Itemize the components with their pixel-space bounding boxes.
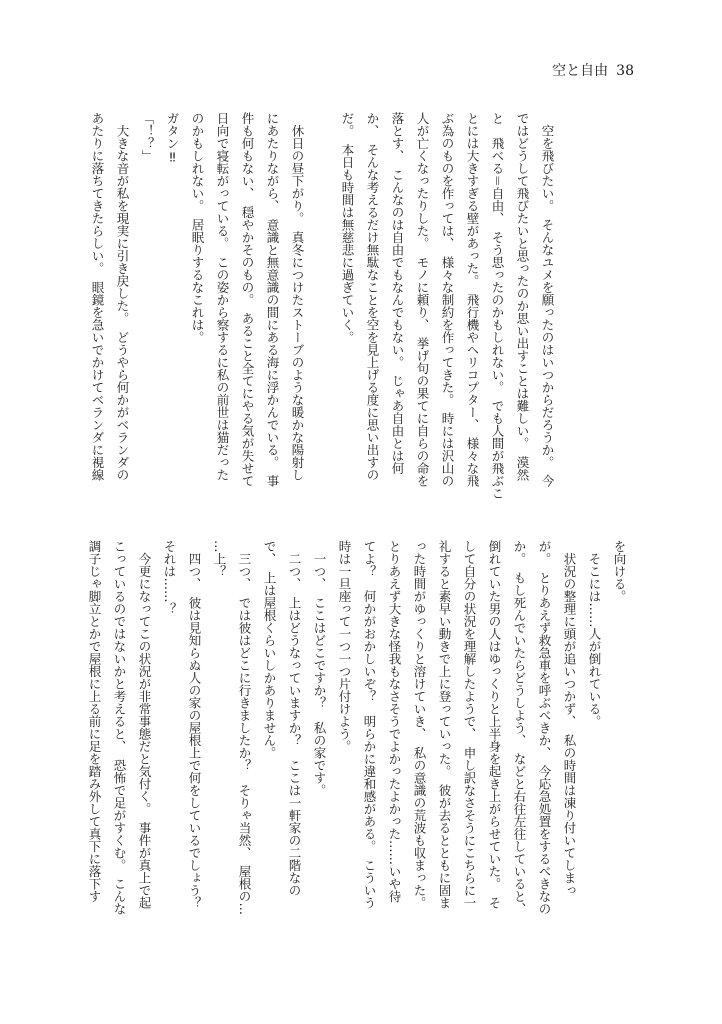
text-line: った時間がゆっくりと溶けていき、 私の意識の荒波も収まった。 <box>412 540 427 909</box>
text-line: 礼すると素早い動きで上に登っていった。 彼が去るとともに固ま <box>437 540 452 909</box>
text-line: ではどうして飛びたいと思ったのか思い出すことは難しい。 漠然 <box>515 112 530 481</box>
text-line: と 飛べる＝自由、 そう思ったのかもしれない。 でも人間が飛ぶこ <box>490 112 505 500</box>
text-line: を向ける。 <box>612 540 627 603</box>
text-line: 調子じゃ脚立とかで屋根に上る前に足を踏み外して真下に落下す <box>87 540 102 903</box>
text-line: 休日の昼下がり。 真冬につけたストーブのような暖かな陽射し <box>290 112 305 481</box>
text-line: 「！？」 <box>140 112 155 162</box>
text-line: 状況の整理に頭が追いつかず、 私の時間は凍り付いてしまっ <box>562 540 577 897</box>
page-number: 38 <box>616 63 634 79</box>
text-line: ガタン‼ <box>165 112 180 165</box>
chapter-title: 空と自由 <box>552 63 609 79</box>
text-line: こっているのではないかと考えると、 恐怖で足がすくむ。 こんな <box>112 540 127 915</box>
text-line: とりあえず大きな怪我もなさそうでよかったよかった……いや待 <box>387 540 402 903</box>
text-line: 空を飛びたい。 そんなユメを願ったのはいつからだろうか。 今 <box>540 112 555 487</box>
text-line: それは……？ <box>162 540 177 615</box>
text-line: 今更になってこの状況が非常事態だと気付く。 事件が真上で起 <box>137 540 152 909</box>
text-line: か。 もし死んでいたらどうしよう、 などと右往左往していると、 <box>512 540 527 915</box>
text-line: のかもしれない。 居眠りするなこれは。 <box>190 112 205 344</box>
text-line: ぶ為のものを作っては、 様々な制約を作ってきた。 時には沢山の <box>440 112 455 487</box>
text-line: して自分の状況を理解したようで、 申し訳なさそうにこちらに一 <box>462 540 477 909</box>
text-line: 件も何もない、 穏やかそのもの。 あること全てにやる気が失せて <box>240 112 255 487</box>
text-line: 二つ、 上はどうなっていますか？ ここは一軒家の二階なの <box>287 540 302 897</box>
text-line: 時は一旦座って一つ一つ片付けよう。 <box>337 540 352 753</box>
text-line: で、 上は屋根くらいしかありません。 <box>262 540 277 759</box>
text-line: 大きな音が私を現実に引き戻した。 どうやら何かがベランダの <box>115 112 130 481</box>
text-line: 日向で寝転がっている。 この姿から察するに私の前世は猫だった <box>215 112 230 481</box>
text-line: …上？ <box>212 540 227 578</box>
text-line: 三つ、 では彼はどこに行きましたか？ そりゃ当然、 屋根の… <box>237 540 252 915</box>
text-line: そこには……人が倒れている。 <box>587 540 602 728</box>
text-line: 倒れていた男の人はゆっくりと上半身を起き上がらせていた。 そ <box>487 540 502 909</box>
upper-text-block <box>85 112 560 500</box>
running-header <box>552 60 634 80</box>
text-line: てよ？ 何かがおかしいぞ？ 明らかに違和感がある。 こういう <box>362 540 377 909</box>
text-line: とには大きすぎる壁があった。 飛行機やヘリコプター、 様々な飛 <box>465 112 480 487</box>
text-line: 一つ、 ここはどこですか？ 私の家です。 <box>312 540 327 797</box>
text-line: にあたりながら、 意識と無意識の間にある海に浮かんでいる。 事 <box>265 112 280 487</box>
lower-text-block <box>82 540 632 920</box>
text-line: が。 とりあえず救急車を呼ぶべきか、 今応急処置をするべきなの <box>537 540 552 915</box>
text-line: 人が亡くなったりした。 モノに頼り、 挙げ句の果てに自らの命を <box>415 112 430 487</box>
text-line: 四つ、 彼は見知らぬ人の家の屋根上で何をしているでしょう？ <box>187 540 202 909</box>
text-line: 落とす、 こんなのは自由でもなんでもない。 じゃあ自由とは何 <box>390 112 405 475</box>
text-line: か、 そんな考えるだけ無駄なことを空を見上げる度に思い出すの <box>365 112 380 481</box>
text-line <box>310 112 335 492</box>
text-line: あたりに落ちてきたらしい。 眼鏡を急いでかけてベランダに視線 <box>90 112 105 481</box>
text-line: だ。 本日も時間は無慈悲に過ぎていく。 <box>340 112 355 344</box>
